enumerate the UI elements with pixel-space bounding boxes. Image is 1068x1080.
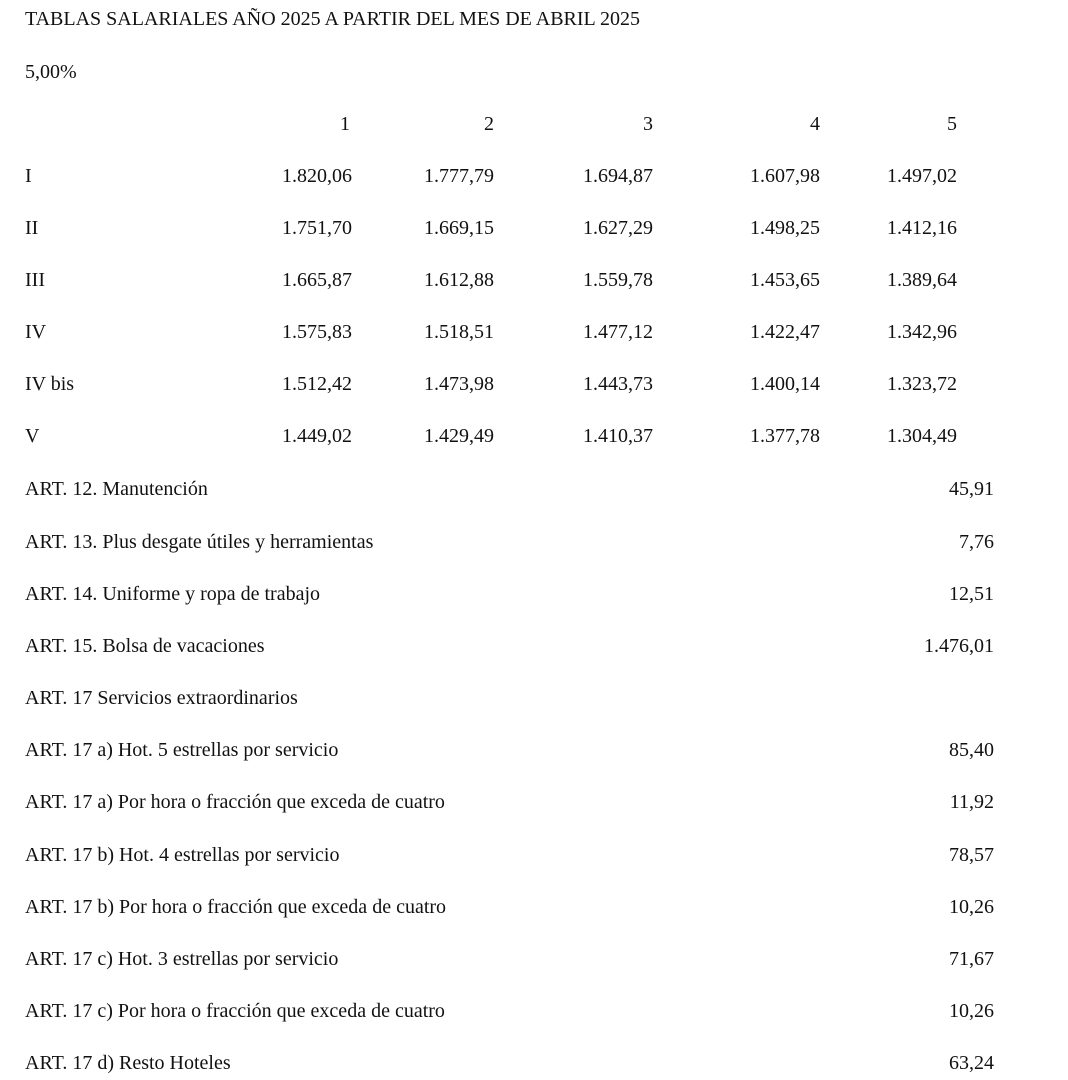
column-header-5: 5 <box>947 113 957 135</box>
column-header-4: 4 <box>810 113 820 135</box>
row-label-II: II <box>25 217 39 239</box>
article-label: ART. 14. Uniforme y ropa de trabajo <box>25 583 321 605</box>
table-cell: 1.575,83 <box>282 321 352 343</box>
table-cell: 1.694,87 <box>583 165 653 187</box>
table-cell: 1.498,25 <box>750 217 820 239</box>
table-cell: 1.429,49 <box>424 425 494 447</box>
table-cell: 1.449,02 <box>282 425 352 447</box>
article-section-heading: ART. 17 Servicios extraordinarios <box>25 687 298 709</box>
article-label: ART. 17 a) Hot. 5 estrellas por servicio <box>25 739 339 761</box>
table-cell: 1.559,78 <box>583 269 653 291</box>
column-header-3: 3 <box>643 113 653 135</box>
table-cell: 1.669,15 <box>424 217 494 239</box>
article-value: 11,92 <box>949 791 994 813</box>
table-cell: 1.627,29 <box>583 217 653 239</box>
table-cell: 1.607,98 <box>750 165 820 187</box>
article-value: 1.476,01 <box>924 635 994 657</box>
table-cell: 1.665,87 <box>282 269 352 291</box>
table-cell: 1.612,88 <box>424 269 494 291</box>
table-cell: 1.497,02 <box>887 165 957 187</box>
article-value: 63,24 <box>949 1052 994 1074</box>
table-cell: 1.410,37 <box>583 425 653 447</box>
table-cell: 1.473,98 <box>424 373 494 395</box>
column-header-2: 2 <box>484 113 494 135</box>
column-header-1: 1 <box>340 113 350 135</box>
row-label-V: V <box>25 425 40 447</box>
article-value: 85,40 <box>949 739 994 761</box>
table-cell: 1.751,70 <box>282 217 352 239</box>
row-label-IV-bis: IV bis <box>25 373 75 395</box>
table-cell: 1.518,51 <box>424 321 494 343</box>
article-value: 78,57 <box>949 844 994 866</box>
article-label: ART. 17 c) Hot. 3 estrellas por servicio <box>25 948 339 970</box>
article-label: ART. 17 b) Por hora o fracción que exceda de cuatro <box>25 896 447 918</box>
article-value: 10,26 <box>949 1000 994 1022</box>
article-value: 10,26 <box>949 896 994 918</box>
row-label-IV: IV <box>25 321 47 343</box>
row-label-I: I <box>25 165 32 187</box>
document-title: TABLAS SALARIALES AÑO 2025 A PARTIR DEL MES DE ABRIL 2025 <box>25 8 641 30</box>
article-value: 12,51 <box>949 583 994 605</box>
table-cell: 1.342,96 <box>887 321 957 343</box>
table-cell: 1.422,47 <box>750 321 820 343</box>
table-cell: 1.777,79 <box>424 165 494 187</box>
table-cell: 1.323,72 <box>887 373 957 395</box>
article-label: ART. 15. Bolsa de vacaciones <box>25 635 265 657</box>
table-cell: 1.820,06 <box>282 165 352 187</box>
article-value: 7,76 <box>959 531 994 553</box>
article-label: ART. 17 b) Hot. 4 estrellas por servicio <box>25 844 340 866</box>
article-label: ART. 13. Plus desgate útiles y herramientas <box>25 531 374 553</box>
table-cell: 1.512,42 <box>282 373 352 395</box>
table-cell: 1.412,16 <box>887 217 957 239</box>
table-cell: 1.453,65 <box>750 269 820 291</box>
table-cell: 1.304,49 <box>887 425 957 447</box>
table-cell: 1.477,12 <box>583 321 653 343</box>
article-value: 45,91 <box>949 478 994 500</box>
article-label: ART. 17 a) Por hora o fracción que exceda de cuatro <box>25 791 445 813</box>
row-label-III: III <box>25 269 45 291</box>
article-label: ART. 17 d) Resto Hoteles <box>25 1052 231 1074</box>
table-cell: 1.443,73 <box>583 373 653 395</box>
increase-percentage: 5,00% <box>25 61 77 83</box>
table-cell: 1.377,78 <box>750 425 820 447</box>
table-cell: 1.400,14 <box>750 373 820 395</box>
article-label: ART. 12. Manutención <box>25 478 208 500</box>
article-label: ART. 17 c) Por hora o fracción que exceda de cuatro <box>25 1000 445 1022</box>
table-cell: 1.389,64 <box>887 269 957 291</box>
article-value: 71,67 <box>949 948 994 970</box>
